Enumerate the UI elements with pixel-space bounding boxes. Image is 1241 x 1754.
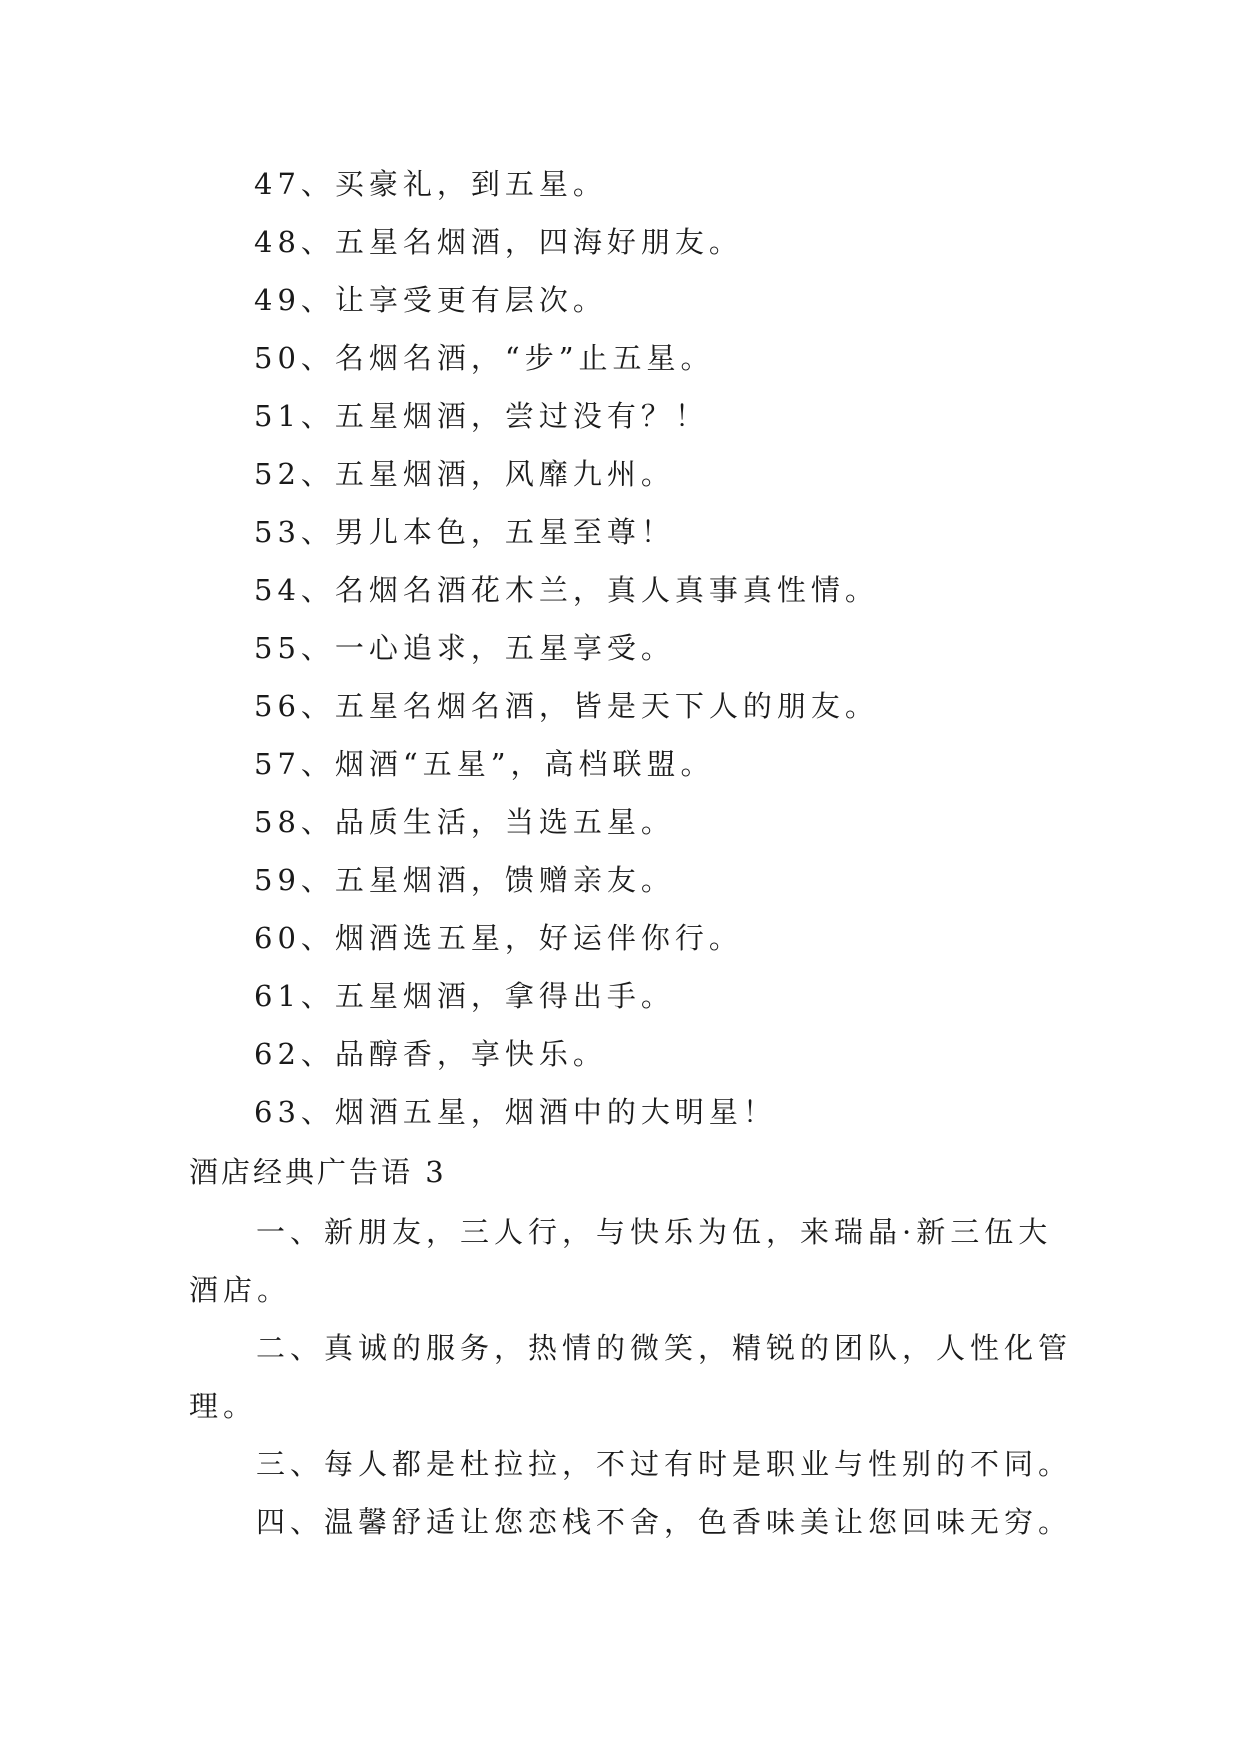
slogan-item: 48、五星名烟酒，四海好朋友。: [254, 225, 743, 259]
slogan-item: 47、买豪礼，到五星。: [254, 167, 607, 201]
slogan-item: 61、五星烟酒，拿得出手。: [254, 979, 675, 1013]
paragraph-1-line-1: 一、新朋友，三人行，与快乐为伍，来瑞晶·新三伍大: [256, 1215, 1053, 1249]
slogan-item: 55、一心追求，五星享受。: [254, 631, 675, 665]
slogan-item: 50、名烟名酒，“步”止五星。: [254, 341, 715, 375]
section-heading: 酒店经典广告语 3: [189, 1155, 447, 1189]
slogan-item: 56、五星名烟名酒，皆是天下人的朋友。: [254, 689, 879, 723]
paragraph-2-line-1: 二、真诚的服务，热情的微笑，精锐的团队，人性化管: [256, 1331, 1073, 1365]
slogan-item: 52、五星烟酒，风靡九州。: [254, 457, 675, 491]
slogan-item: 53、男儿本色，五星至尊！: [254, 515, 675, 549]
paragraph-1-line-2: 酒店。: [189, 1273, 292, 1307]
slogan-item: 62、品醇香，享快乐。: [254, 1037, 607, 1071]
slogan-item: 60、烟酒选五星，好运伴你行。: [254, 921, 743, 955]
slogan-item: 59、五星烟酒，馈赠亲友。: [254, 863, 675, 897]
paragraph-3-line-1: 三、每人都是杜拉拉，不过有时是职业与性别的不同。: [256, 1447, 1073, 1481]
paragraph-2-line-2: 理。: [189, 1389, 258, 1423]
slogan-item: 54、名烟名酒花木兰，真人真事真性情。: [254, 573, 879, 607]
slogan-item: 51、五星烟酒，尝过没有？！: [254, 399, 709, 433]
paragraph-4-line-1: 四、温馨舒适让您恋栈不舍，色香味美让您回味无穷。: [256, 1505, 1073, 1539]
slogan-item: 57、烟酒“五星”，高档联盟。: [254, 747, 715, 781]
slogan-item: 49、让享受更有层次。: [254, 283, 607, 317]
slogan-item: 63、烟酒五星，烟酒中的大明星！: [254, 1095, 777, 1129]
slogan-item: 58、品质生活，当选五星。: [254, 805, 675, 839]
